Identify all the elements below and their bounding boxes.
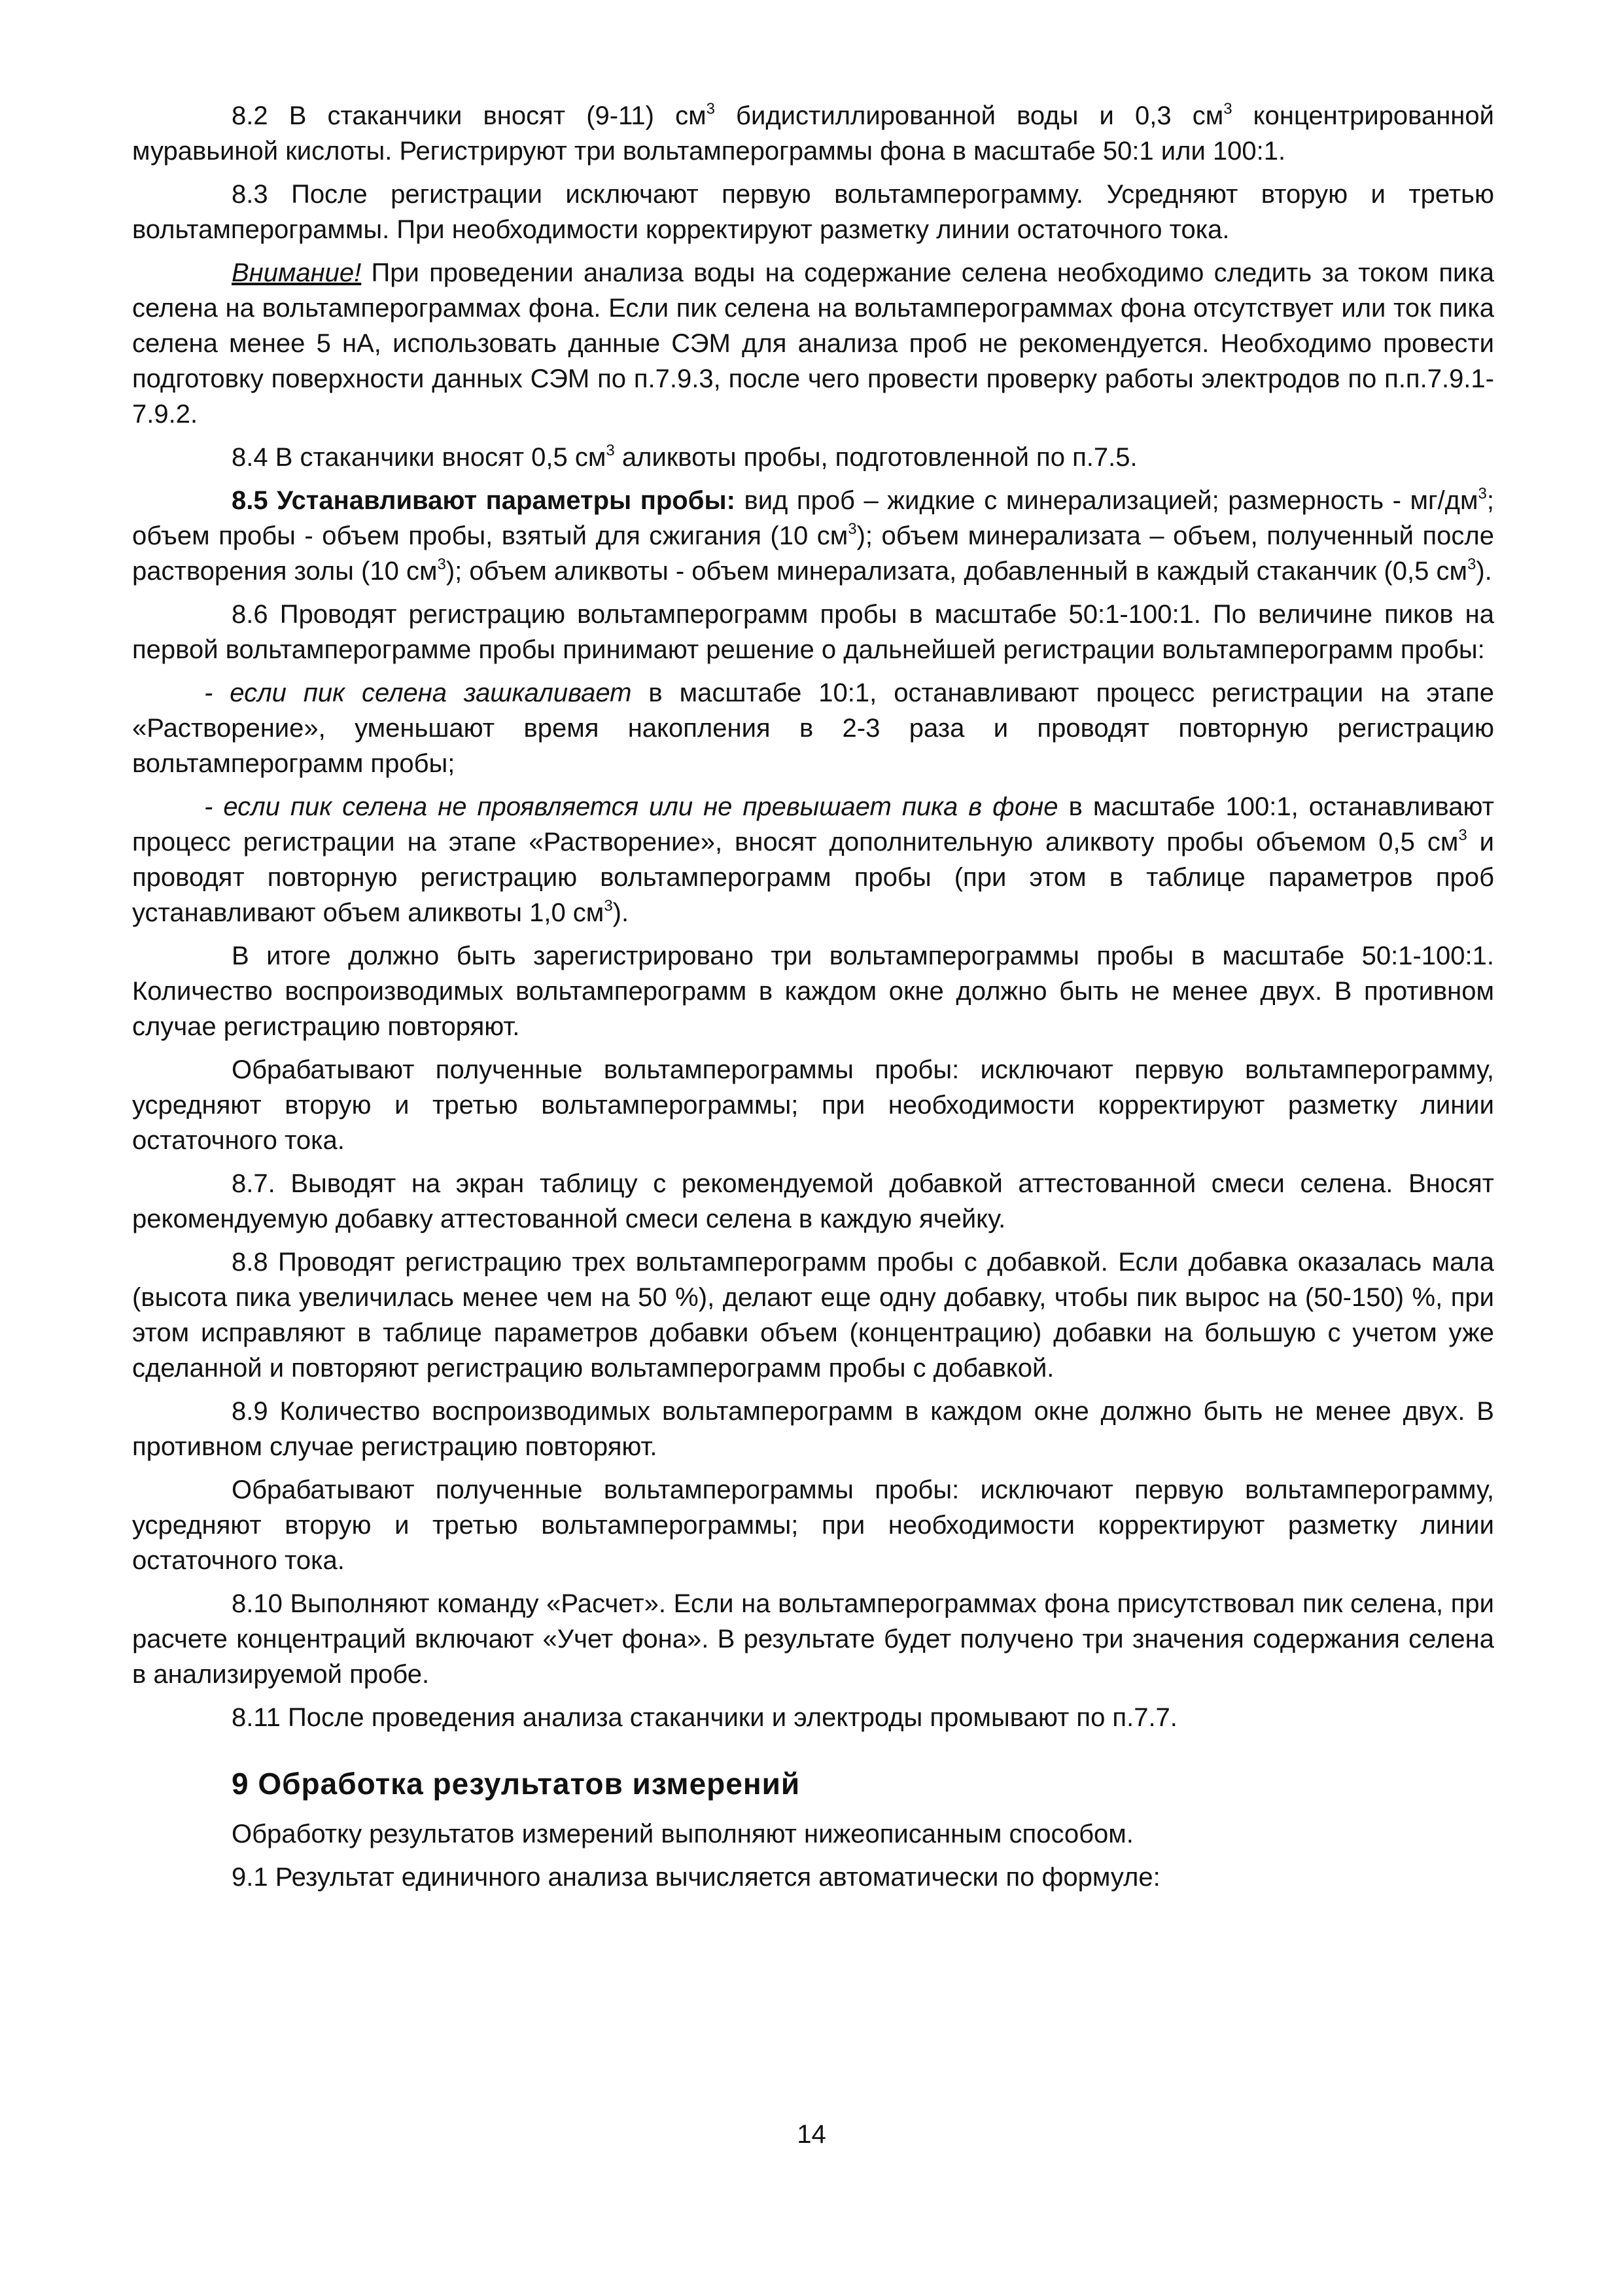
paragraph-8-5: 8.5 Устанавливают параметры пробы: вид проб – жидкие с минерализацией; размерность - $мг/дм^3$; объем пробы - объем пробы, взятый для сжигания (10 $см^3$); объем минерализата – объем, полученный после растворения золы (10 $см^3$); объем аликвоты - объем минерализата, добавленный в каждый стаканчик (0,5 $см^3$). [132,484,1494,586]
case-no-peak: - если пик селена не проявляется или не превышает пика в фоне в масштабе 100:1, останавливают процесс регистрации на этапе «Растворение», вносят дополнительную аликвоту пробы объемом 0,5 $см^3$ и проводят повторную регистрацию вольтамперограмм пробы (при этом в таблице параметров проб устанавливают объем аликвоты 1,0 $см^3$). [132,792,1494,927]
superscript: 3 [604,896,613,915]
superscript: 3 [1467,555,1476,573]
attention-label: Внимание! [232,258,362,287]
superscript: 3 [1478,484,1487,503]
paragraph-8-2: 8.2 В стаканчики вносят (9-11) $см^3$ бидистиллированной воды и 0,3 $см^3$ концентрированной муравьиной кислоты. Регистрируют три вольтамперограммы фона в масштабе 50:1 или 100:1. [132,99,1494,166]
superscript: 3 [1223,99,1232,118]
superscript: 3 [706,99,715,118]
superscript: 3 [1458,826,1467,844]
paragraph-8-3: 8.3 После регистрации исключают первую вольтамперограмму. Усредняют вторую и третью вольтамперограммы. При необходимости корректируют разметку линии остаточного тока. [132,180,1494,244]
paragraph-8-9: 8.9 Количество воспроизводимых вольтамперограмм в каждом окне должно быть не менее двух. В противном случае регистрацию повторяют. [132,1397,1494,1461]
paragraph-8-8: 8.8 Проводят регистрацию трех вольтамперограмм пробы с добавкой. Если добавка оказалась мала (высота пика увеличилась менее чем на 50 %), делают еще одну добавку, чтобы пик вырос на (50-150) %, при этом исправляют в таблице параметров добавки объем (концентрацию) добавки на большую с учетом уже сделанной и повторяют регистрацию вольтамперограмм пробы с добавкой. [132,1248,1494,1383]
paragraph-8-4: 8.4 В стаканчики вносят 0,5 $см^3$ аликвоты пробы, подготовленной по п.7.5. [232,441,1138,472]
paragraph-8-11: 8.11 После проведения анализа стаканчики и электроды промывают по п.7.7. [232,1703,1178,1732]
superscript: 3 [848,520,857,538]
superscript: 3 [606,441,615,459]
case-overflow: - если пик селена зашкаливает в масштабе 10:1, останавливают процесс регистрации на этапе «Растворение», уменьшают время накопления в 2-3 раза и проводят повторную регистрацию вольтамперограмм пробы; [132,679,1494,778]
paragraph-processing-1: Обрабатывают полученные вольтамперограммы пробы: исключают первую вольтамперограмму, усредняют вторую и третью вольтамперограммы; при необходимости корректируют разметку линии остаточного тока. [132,1055,1494,1155]
paragraph-processing-2: Обрабатывают полученные вольтамперограммы пробы: исключают первую вольтамперограмму, усредняют вторую и третью вольтамперограммы; при необходимости корректируют разметку линии остаточного тока. [132,1475,1494,1575]
paragraph-8-6: 8.6 Проводят регистрацию вольтамперограмм пробы в масштабе 50:1-100:1. По величине пиков на первой вольтамперограмме пробы принимают решение о дальнейшей регистрации вольтамперограмм пробы: [132,600,1494,664]
paragraph-summary: В итоге должно быть зарегистрировано три вольтамперограммы пробы в масштабе 50:1-100:1. Количество воспроизводимых вольтамперограмм в каждом окне должно быть не менее двух. В противном случае регистрацию повторяют. [132,942,1494,1041]
section-9-intro: Обработку результатов измерений выполняют нижеописанным способом. [232,1820,1134,1848]
paragraph-8-7: 8.7. Выводят на экран таблицу с рекомендуемой добавкой аттестованной смеси селена. Вносят рекомендуемую добавку аттестованной смеси селена в каждую ячейку. [132,1169,1494,1233]
attention-note: Внимание! При проведении анализа воды на содержание селена необходимо следить за током пика селена на вольтамперограммах фона. Если пик селена на вольтамперограммах фона отсутствует или ток пика селена менее 5 нА, использовать данные СЭМ для анализа проб не рекомендуется. Необходимо провести подготовку поверхности данных СЭМ по п.7.9.3, после чего провести проверку работы электродов по п.п.7.9.1-7.9.2. [132,258,1494,429]
paragraph-8-5-heading: 8.5 Устанавливают параметры пробы: [232,486,735,515]
page-number: 14 [797,2120,826,2149]
section-9-heading: 9 Обработка результатов измерений [232,1767,801,1801]
paragraph-8-10: 8.10 Выполняют команду «Расчет». Если на вольтамперограммах фона присутствовал пик селена, при расчете концентраций включают «Учет фона». В результате будет получено три значения содержания селена в анализируемой пробе. [132,1589,1494,1689]
document-body [132,98,1494,1903]
paragraph-9-1: 9.1 Результат единичного анализа вычисляется автоматически по формуле: [232,1863,1161,1892]
superscript: 3 [437,555,446,573]
